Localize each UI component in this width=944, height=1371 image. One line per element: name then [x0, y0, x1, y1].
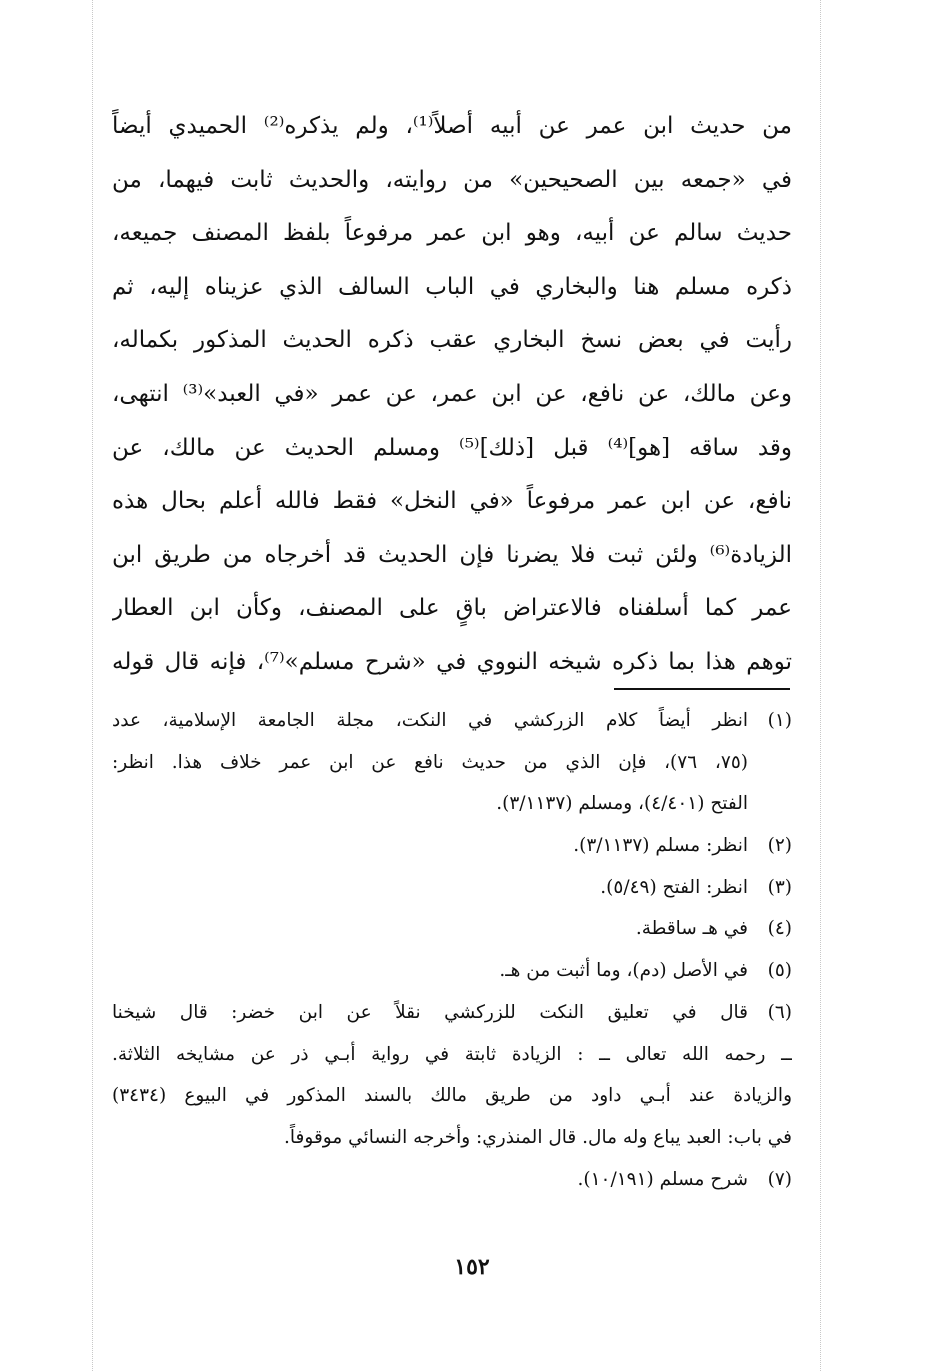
footnote-6-continued: [112, 1117, 792, 1159]
footnote-7: [112, 1159, 792, 1201]
text-line: الزيادة⁽⁶⁾ ولئن ثبت فلا يضرنا فإن الحديث قد أخرجاه من طريق ابن: [112, 541, 792, 568]
footnote-number: (٦): [767, 1001, 792, 1023]
footnote-text: في هـ ساقطة.: [635, 918, 748, 940]
footnote-text: انظر أيضاً كلام الزركشي في النكت، مجلة الجامعة الإسلامية، عدد: [112, 710, 748, 731]
footnote-text: والزيادة عند أبـي داود من طريق مالك بالسند المذكور في البيوع (٣٤٣٤): [112, 1085, 792, 1107]
footnote-6: [112, 992, 792, 1034]
footnote-6-continued: [112, 1034, 792, 1076]
footnote-text: (٧٥، ٧٦)، فإن الذي من حديث نافع عن ابن عمر خلاف هذا. انظر:: [112, 751, 748, 773]
text-line: توهم هذا بما ذكره شيخه النووي في «شرح مسلم»⁽⁷⁾، فإنه قال قوله: [112, 648, 792, 675]
page-number: ١٥٢: [454, 1254, 490, 1280]
footnote-text: قال في تعليق النكت للزركشي نقلاً عن ابن خضر: قال شيخنا: [112, 1001, 748, 1023]
text-line: وعن مالك، عن نافع، عن ابن عمر، عن عمر «في العبد»⁽³⁾ انتهى،: [112, 380, 792, 407]
footnote-text: في باب: العبد يباع وله مال. قال المنذري: وأخرجه النسائي موقوفاً.: [284, 1126, 792, 1148]
text-line: وقد ساقه [هو]⁽⁴⁾ قبل [ذلك]⁽⁵⁾ ومسلم الحديث عن مالك، عن: [112, 434, 792, 461]
footnote-4: [112, 908, 792, 950]
footnote-5: [112, 950, 792, 992]
footnote-number: (٥): [767, 960, 792, 982]
footnotes: [112, 700, 792, 1200]
footnote-number: (٤): [767, 918, 792, 940]
text-line: ذكره مسلم هنا والبخاري في الباب السالف الذي عزيناه إليه، ثم: [112, 273, 792, 300]
main-text: [112, 100, 792, 690]
footnote-number: (١): [767, 710, 792, 731]
text-line: رأيت في بعض نسخ البخاري عقب ذكره الحديث المذكور بكماله،: [112, 327, 792, 354]
footnote-1-continued: [112, 783, 792, 825]
text-line: عمر كما أسلفناه فالاعتراض باقٍ على المصنف، وكأن ابن العطار: [112, 595, 792, 622]
text-line: في «جمعه بين الصحيحين» من روايته، والحديث ثابت فيهما، من: [112, 166, 792, 193]
footnote-number: (٣): [767, 876, 792, 898]
footnote-text: انظر: الفتح (٥/٤٩).: [600, 876, 748, 898]
text-line: حديث سالم عن أبيه، وهو ابن عمر مرفوعاً بلفظ المصنف جميعه،: [112, 220, 792, 247]
text-line: من حديث ابن عمر عن أبيه أصلاً⁽¹⁾، ولم يذكره⁽²⁾ الحميدي أيضاً: [112, 113, 792, 139]
footnote-6-continued: [112, 1075, 792, 1117]
footnote-text: الفتح (٤/٤٠١)، ومسلم (٣/١١٣٧).: [496, 793, 748, 815]
footnote-3: [112, 867, 792, 909]
footnote-2: [112, 825, 792, 867]
scan-guide-line: [820, 0, 821, 1371]
scan-guide-line: [92, 0, 93, 1371]
footnote-text: شرح مسلم (١٠/١٩١).: [577, 1168, 748, 1190]
footnote-text: انظر: مسلم (٣/١١٣٧).: [573, 835, 748, 857]
text-line: نافع، عن ابن عمر مرفوعاً «في النخل» فقط فالله أعلم بحال هذه: [112, 488, 792, 515]
footnote-separator: [614, 688, 790, 690]
footnote-1: [112, 700, 792, 742]
footnote-number: (٢): [767, 835, 792, 857]
footnote-number: (٧): [767, 1168, 792, 1190]
footnote-text: ــ رحمه الله تعالى ــ : الزيادة ثابتة في رواية أبـي ذر عن مشايخه الثلاثة.: [112, 1043, 792, 1065]
footnote-1-continued: [112, 742, 792, 784]
footnote-text: في الأصل (دم)، وما أثبت من هـ.: [499, 960, 748, 982]
